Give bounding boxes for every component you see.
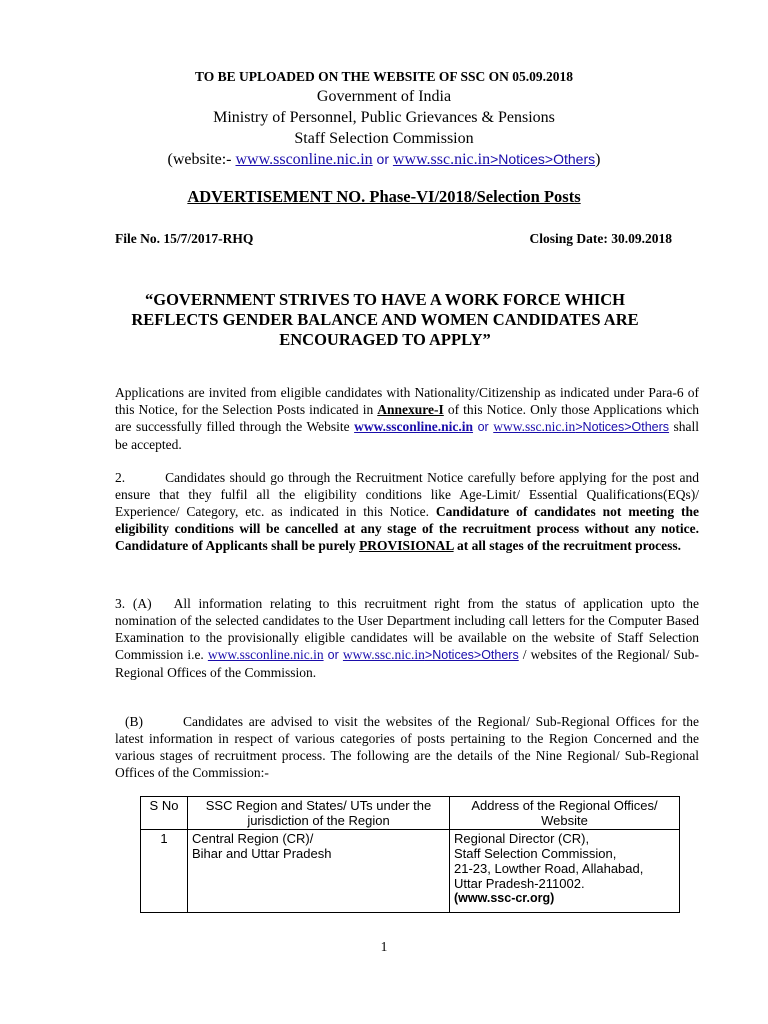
header-region: SSC Region and States/ UTs under the jurisdiction of the Region <box>188 797 450 830</box>
para2-bold-b: at all stages of the recruitment process. <box>453 538 682 553</box>
para3a-or: or <box>327 648 343 662</box>
provisional-word: PROVISIONAL <box>359 538 454 553</box>
annexure-link: Annexure-I <box>377 402 444 417</box>
para3a-number: 3. (A) <box>115 596 152 611</box>
para1-or: or <box>473 420 494 434</box>
paragraph-2 <box>115 469 699 554</box>
row1-sno: 1 <box>141 830 188 913</box>
website-prefix: (website:- <box>167 151 236 168</box>
para1-link-ssconline[interactable]: www.ssconline.nic.in <box>354 419 474 434</box>
para3a-path[interactable]: >Notices>Others <box>424 648 519 662</box>
para1-text-a: Applications are invited from eligible candidates with Nationality/Citizenship as indicated under Para-6 of this Notice, for the Selection Posts indicated in <box>115 385 699 417</box>
para2-number: 2. <box>115 470 126 485</box>
para2-text-a: Candidates should go through the Recruitment Notice carefully before applying for the post and ensure that they fulfil all the eligibility conditions like Age-Limit/ Essential Qualifications(EQs)/ Experience/ Category, etc. as indicated in this Notice. <box>115 470 699 519</box>
row1-addr-line3: 21-23, Lowther Road, Allahabad, <box>454 861 644 876</box>
paragraph-1 <box>115 384 699 453</box>
para3a-text-a: All information relating to this recruitment right from the status of application upto the nomination of the selected candidates to the User Department including call letters for the Computer Based Examination to the provisionally eligible candidates will be available on the website of Staff Selection Commission i.e. <box>115 596 699 662</box>
para1-link-ssc[interactable]: www.ssc.nic.in <box>493 419 576 434</box>
file-number: File No. 15/7/2017-RHQ <box>115 231 254 246</box>
advertisement-title: ADVERTISEMENT NO. Phase-VI/2018/Selection Posts <box>187 187 581 206</box>
commission-title: Staff Selection Commission <box>294 130 474 147</box>
gender-balance-quote: “GOVERNMENT STRIVES TO HAVE A WORK FORCE WHICH REFLECTS GENDER BALANCE AND WOMEN CANDIDATES ARE ENCOURAGED TO APPLY” <box>131 290 639 349</box>
govt-title: Government of India <box>316 88 452 105</box>
para3a-link-ssc[interactable]: www.ssc.nic.in <box>342 647 425 662</box>
para3a-text-b: / websites of the Regional/ Sub-Regional Offices of the Commission. <box>115 647 699 680</box>
regional-offices-table <box>140 796 680 913</box>
para1-text-c: shall be accepted. <box>115 419 700 452</box>
header-address: Address of the Regional Offices/ Website <box>450 797 680 830</box>
para3b-text: Candidates are advised to visit the websites of the Regional/ Sub-Regional Offices for the latest information in respect of various categories of posts pertaining to the Region Concerned and the various stages of recruitment process. The following are the details of the Nine Regional/ Sub-Regional Offices of the Commission:- <box>115 714 699 780</box>
upload-notice: TO BE UPLOADED ON THE WEBSITE OF SSC ON 05.09.2018 <box>195 69 573 84</box>
website-link-ssc[interactable]: www.ssc.nic.in <box>392 151 491 168</box>
website-path[interactable]: >Notices>Others <box>490 151 596 167</box>
para3a-link-ssconline[interactable]: www.ssconline.nic.in <box>207 647 324 662</box>
row1-website[interactable]: (www.ssc-cr.org) <box>454 891 555 905</box>
para1-text-b: of this Notice. Only those Applications which are successfully filled through the Website <box>115 402 699 434</box>
website-link-ssconline[interactable]: www.ssconline.nic.in <box>235 151 373 168</box>
para1-path[interactable]: >Notices>Others <box>575 420 670 434</box>
row1-addr-line2: Staff Selection Commission, <box>454 846 617 861</box>
file-line <box>115 231 672 247</box>
header-sno: S No <box>141 797 188 830</box>
para2-bold-a: Candidature of candidates not meeting the eligibility conditions will be cancelled at any stage of the recruitment process without any notice. Candidature of Applicants shall be purely <box>115 504 699 553</box>
row1-region-line1: Central Region (CR)/ <box>192 831 314 846</box>
paragraph-3b <box>115 713 699 781</box>
row1-address <box>450 830 680 913</box>
table-header-row <box>141 797 680 830</box>
closing-date: Closing Date: 30.09.2018 <box>529 231 672 246</box>
row1-region <box>188 830 450 913</box>
row1-region-line2: Bihar and Uttar Pradesh <box>192 846 332 861</box>
website-or: or <box>372 151 393 167</box>
page-number: 1 <box>380 939 388 954</box>
ministry-title: Ministry of Personnel, Public Grievances & Pensions <box>213 109 555 126</box>
website-line <box>0 151 768 169</box>
row1-addr-line4: Uttar Pradesh-211002. <box>454 876 585 891</box>
paragraph-3a <box>115 595 699 681</box>
para3b-number: (B) <box>125 714 143 729</box>
website-suffix: ) <box>595 151 601 168</box>
table-row <box>141 830 680 913</box>
row1-addr-line1: Regional Director (CR), <box>454 831 590 846</box>
